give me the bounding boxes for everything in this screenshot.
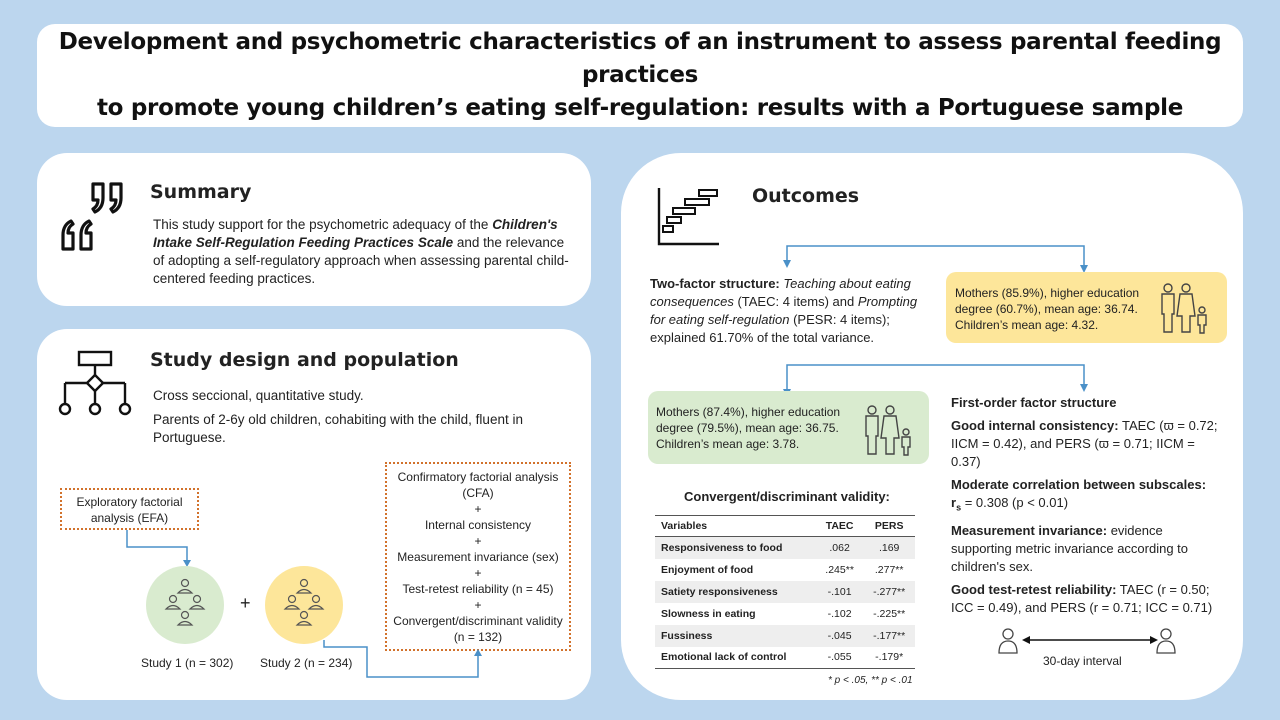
table-row: Enjoyment of food .245** .277** (661, 563, 904, 576)
table-row: Satiety responsiveness -.101 -.277** (655, 581, 915, 603)
table-row: Responsiveness to food .062 .169 (655, 537, 915, 559)
title-card (37, 24, 1243, 127)
design-heading: Study design and population (150, 349, 459, 371)
table-row: Emotional lack of control -.055 -.179* (655, 647, 915, 669)
efa-box: Exploratory factorial analysis (EFA) (60, 488, 199, 530)
interval-arrow (1022, 634, 1158, 646)
summary-heading: Summary (150, 181, 252, 203)
study2-label: Study 2 (n = 234) (260, 656, 353, 670)
summary-text: This study support for the psychometric adequacy of the Children's Intake Self-Regulation Feeding Practices Scale and the relevance of adopting a self-regulatory approach when assessing parental child-centered feeding practices. (153, 217, 569, 286)
study1-label: Study 1 (n = 302) (141, 656, 234, 670)
person-icon (996, 627, 1020, 655)
outcomes-heading: Outcomes (752, 185, 860, 207)
first-order-text: First-order factor structure Good internal consistency: TAEC (ϖ = 0.72; IICM = 0.42), and PERS (ϖ = 0.71; IICM = 0.37) Moderate correlation between subscales: $r_s = 0.308$ (p < 0.01) Measurement invariance: evidence supporting metric invariance according to children's sex. Good test-retest reliability: TAEC (r = 0.50; ICC = 0.49), and PERS (r = 0.71; ICC = 0.71) (951, 395, 1218, 615)
study-design-card (37, 329, 591, 700)
design-connectors (37, 329, 591, 700)
summary-card (37, 153, 591, 306)
outcomes-card (621, 153, 1243, 700)
table-row: Fussiness -.045 -.177** (655, 625, 915, 647)
person-icon (1154, 627, 1178, 655)
sample2-box: Mothers (87.4%), higher education degree (79.5%), mean age: 36.75. Children’s mean age: 3.78. (648, 391, 929, 464)
people-group-icon (161, 577, 209, 633)
people-group-icon (280, 577, 328, 633)
cv-title: Convergent/discriminant validity: (684, 489, 890, 504)
cv-note: * p < .05, ** p < .01 (828, 675, 913, 686)
cv-table (655, 515, 915, 669)
quote-icon (59, 179, 131, 251)
page-title: Development and psychometric characteristics of an instrument to assess parental feeding practices to promote young children’s eating self-regulation: results with a Portuguese sample (58, 29, 1222, 121)
family-icon (1158, 282, 1214, 336)
table-row: Slowness in eating -.102 -.225** (661, 607, 906, 620)
design-text: Cross seccional, quantitative study. Parents of 2-6y old children, cohabiting with the child, fluent in Portuguese. (153, 388, 523, 445)
cfa-box: Confirmatory factorial analysis (CFA) + Internal consistency + Measurement invariance (sex) + Test-retest reliability (n = 45) + Convergent/discriminant validity (n = 132) (385, 462, 571, 651)
sample1-box: Mothers (85.9%), higher education degree (60.7%), mean age: 36.74. Children’s mean age: 4.32. (946, 272, 1227, 343)
two-factor-text: Two-factor structure: Teaching about eating consequences (TAEC: 4 items) and Prompting for eating self-regulation (PESR: 4 items); explained 61.70% of the total variance. (650, 276, 918, 345)
family-icon (862, 404, 918, 458)
interval-label: 30-day interval (1043, 654, 1122, 668)
plus-sign: + (240, 593, 251, 613)
cv-header-row: Variables TAEC PERS (655, 516, 915, 537)
